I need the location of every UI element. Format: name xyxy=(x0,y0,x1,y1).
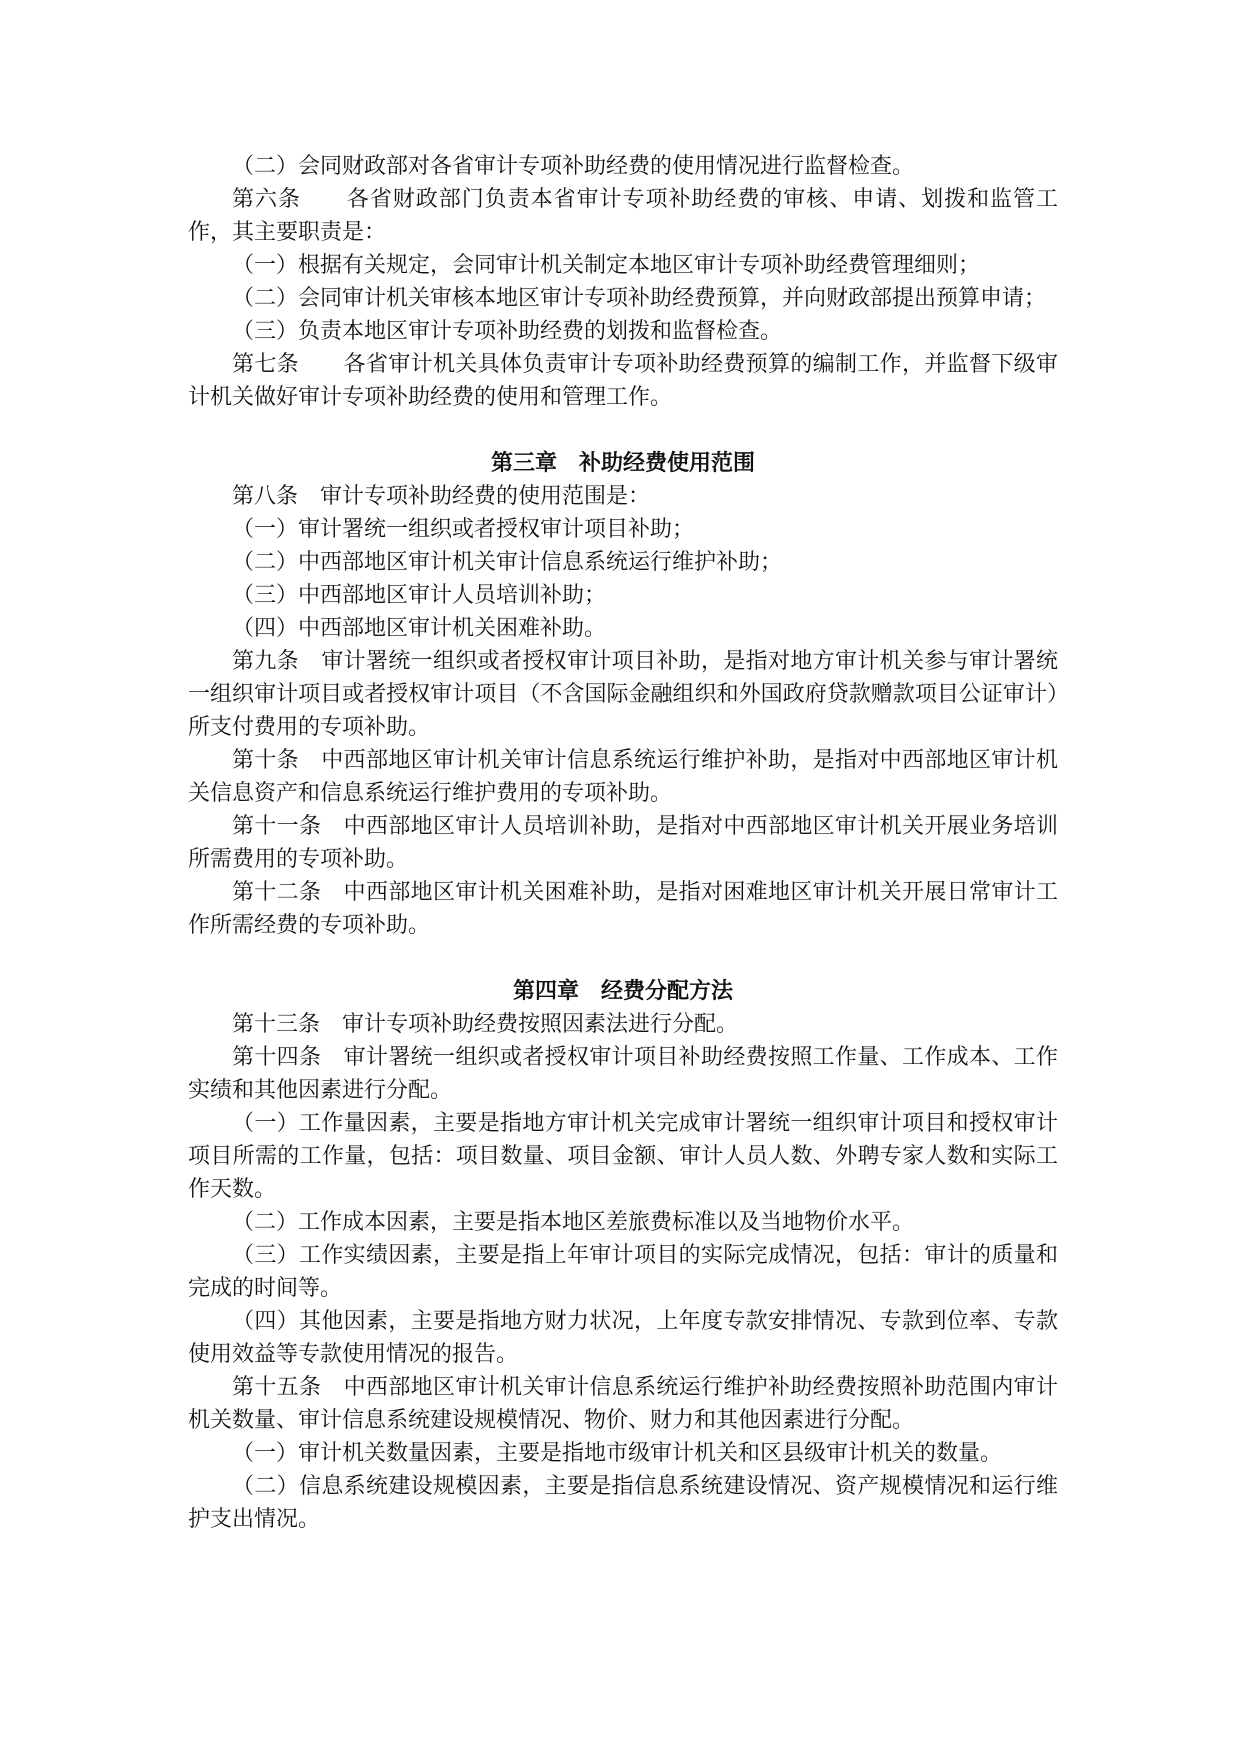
article-13: 第十三条 审计专项补助经费按照因素法进行分配。 xyxy=(232,1012,739,1037)
document-page xyxy=(188,150,1058,1536)
article-14: 第十四条 审计署统一组织或者授权审计项目补助经费按照工作量、工作成本、工作实绩和其他因素进行分配。 xyxy=(188,1045,1058,1103)
list-item: （二）中西部地区审计机关审计信息系统运行维护补助； xyxy=(232,550,783,575)
article-6: 第六条 各省财政部门负责本省审计专项补助经费的审核、申请、划拨和监管工作，其主要职责是： xyxy=(188,187,1058,245)
article-11: 第十一条 中西部地区审计人员培训补助，是指对中西部地区审计机关开展业务培训所需费用的专项补助。 xyxy=(188,814,1058,872)
list-item: （二）工作成本因素，主要是指本地区差旅费标准以及当地物价水平。 xyxy=(232,1210,915,1235)
article-8: 第八条 审计专项补助经费的使用范围是： xyxy=(232,484,651,509)
list-item: （三）中西部地区审计人员培训补助； xyxy=(232,583,607,608)
list-item: （一）审计机关数量因素，主要是指地市级审计机关和区县级审计机关的数量。 xyxy=(232,1441,1003,1466)
list-item: （一）工作量因素，主要是指地方审计机关完成审计署统一组织审计项目和授权审计项目所需的工作量，包括：项目数量、项目金额、审计人员人数、外聘专家人数和实际工作天数。 xyxy=(188,1111,1058,1202)
list-item: （四）其他因素，主要是指地方财力状况，上年度专款安排情况、专款到位率、专款使用效益等专款使用情况的报告。 xyxy=(188,1309,1058,1367)
paragraph: （二）会同财政部对各省审计专项补助经费的使用情况进行监督检查。 xyxy=(232,154,915,179)
spacer xyxy=(188,942,1058,975)
list-item: （二）信息系统建设规模因素，主要是指信息系统建设情况、资产规模情况和运行维护支出情况。 xyxy=(188,1474,1058,1532)
list-item: （一）审计署统一组织或者授权审计项目补助； xyxy=(232,517,695,542)
paragraph: （三）负责本地区审计专项补助经费的划拨和监督检查。 xyxy=(232,319,783,344)
paragraph: （二）会同审计机关审核本地区审计专项补助经费预算，并向财政部提出预算申请； xyxy=(232,286,1047,311)
article-15: 第十五条 中西部地区审计机关审计信息系统运行维护补助经费按照补助范围内审计机关数量、审计信息系统建设规模情况、物价、财力和其他因素进行分配。 xyxy=(188,1375,1058,1433)
paragraph: （一）根据有关规定，会同审计机关制定本地区审计专项补助经费管理细则； xyxy=(232,253,981,278)
article-12: 第十二条 中西部地区审计机关困难补助，是指对困难地区审计机关开展日常审计工作所需经费的专项补助。 xyxy=(188,880,1058,938)
spacer xyxy=(188,414,1058,447)
article-9: 第九条 审计署统一组织或者授权审计项目补助，是指对地方审计机关参与审计署统一组织审计项目或者授权审计项目（不含国际金融组织和外国政府贷款赠款项目公证审计）所支付费用的专项补助。 xyxy=(188,649,1058,740)
list-item: （四）中西部地区审计机关困难补助。 xyxy=(232,616,607,641)
article-7: 第七条 各省审计机关具体负责审计专项补助经费预算的编制工作，并监督下级审计机关做好审计专项补助经费的使用和管理工作。 xyxy=(188,352,1058,410)
chapter-3-title: 第三章 补助经费使用范围 xyxy=(490,450,755,476)
chapter-4-title: 第四章 经费分配方法 xyxy=(512,978,733,1004)
article-10: 第十条 中西部地区审计机关审计信息系统运行维护补助，是指对中西部地区审计机关信息资产和信息系统运行维护费用的专项补助。 xyxy=(188,748,1058,806)
list-item: （三）工作实绩因素，主要是指上年审计项目的实际完成情况，包括：审计的质量和完成的时间等。 xyxy=(188,1243,1058,1301)
